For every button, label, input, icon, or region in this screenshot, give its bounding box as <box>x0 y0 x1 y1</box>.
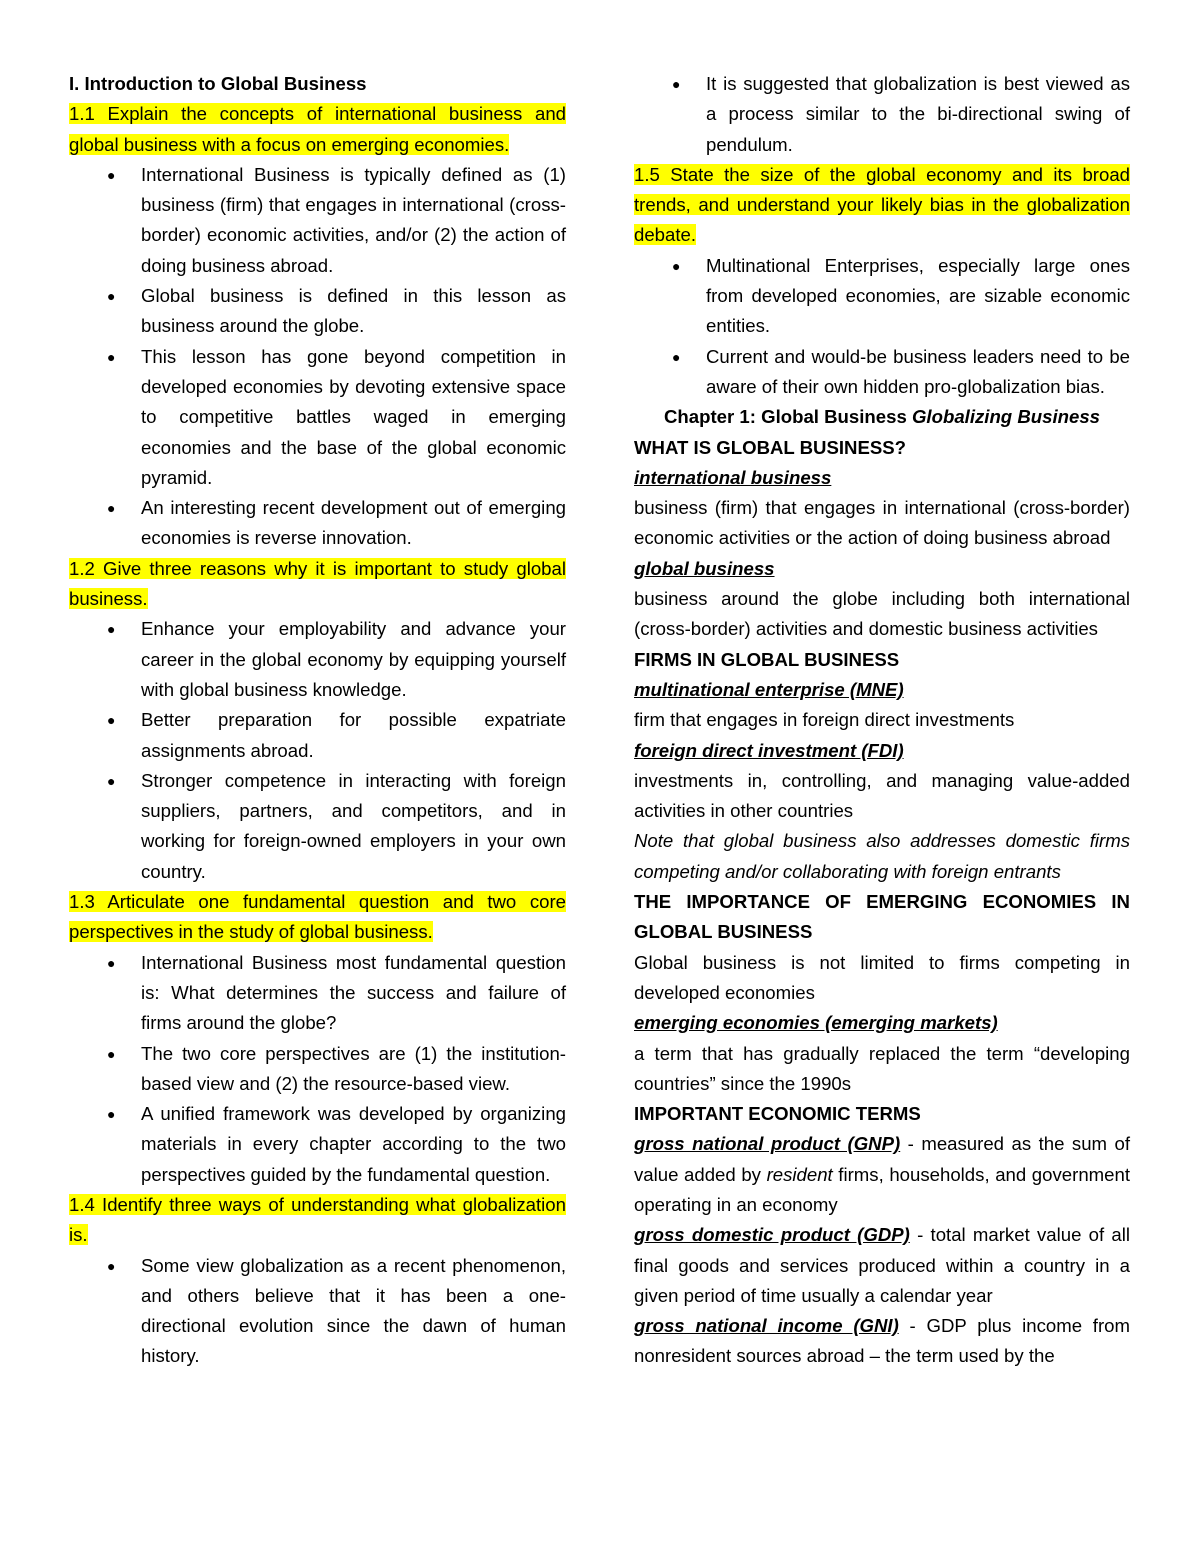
section-heading: THE IMPORTANCE OF EMERGING ECONOMIES IN GLOBAL BUSINESS <box>634 891 1130 943</box>
section-1-4-list <box>69 1251 566 1372</box>
definition-international-business: business (firm) that engages in international (cross-border) economic activities or the action of doing business abroad <box>634 497 1130 549</box>
list-item: ● It is suggested that globalization is best viewed as a process similar to the bi-directional swing of pendulum. <box>634 69 1130 160</box>
chapter-heading: Chapter 1: Global Business Globalizing Business <box>663 406 1101 428</box>
list-item: ● International Business most fundamental question is: What determines the success and failure of firms around the globe? <box>69 948 566 1039</box>
term-gni: gross national income (GNI) <box>634 1315 899 1337</box>
term-gdp: gross domestic product (GDP) <box>634 1224 910 1246</box>
list-item: ● Global business is defined in this lesson as business around the globe. <box>69 281 566 342</box>
highlighted-heading: 1.3 Articulate one fundamental question and two core perspectives in the study of global business. <box>69 891 566 943</box>
highlighted-heading: 1.1 Explain the concepts of international business and global business with a focus on emerging economies. <box>69 103 566 155</box>
definition-global-business: business around the globe including both international (cross-border) activities and domestic business activities <box>634 588 1130 640</box>
importance-text: Global business is not limited to firms competing in developed economies <box>634 951 1130 1003</box>
bullet-icon: ● <box>107 348 116 365</box>
section-1-4-continued-list <box>634 69 1130 160</box>
definition-gnp: gross national product (GNP) - measured as the sum of value added by resident firms, households, and government operating in an economy <box>634 1133 1130 1215</box>
list-item: ● Current and would-be business leaders need to be aware of their own hidden pro-globalization bias. <box>634 342 1130 403</box>
list-item: ● Enhance your employability and advance your career in the global economy by equipping yourself with global business knowledge. <box>69 614 566 705</box>
definition-mne: firm that engages in foreign direct investments <box>634 709 1015 731</box>
list-item: ● Some view globalization as a recent phenomenon, and others believe that it has been a one-directional evolution since the dawn of human history. <box>69 1251 566 1372</box>
section-1-2-list <box>69 614 566 887</box>
bullet-icon: ● <box>672 76 681 92</box>
document-title: I. Introduction to Global Business <box>69 73 367 94</box>
bullet-icon: ● <box>107 712 116 729</box>
term-emerging-economies: emerging economies (emerging markets) <box>634 1012 998 1034</box>
list-item: ● Better preparation for possible expatriate assignments abroad. <box>69 705 566 766</box>
term-global-business: global business <box>634 557 775 579</box>
definition-gdp: gross domestic product (GDP) - total market value of all final goods and services produced within a country in a given period of time usually a calendar year <box>634 1224 1131 1306</box>
bullet-icon: ● <box>107 1045 116 1062</box>
term-international-business: international business <box>634 466 832 488</box>
section-1-1-list <box>69 160 566 554</box>
section-heading: FIRMS IN GLOBAL BUSINESS <box>634 648 900 670</box>
term-fdi: foreign direct investment (FDI) <box>634 739 904 761</box>
section-1-1-heading <box>69 99 566 160</box>
section-1-5-heading <box>634 160 1130 251</box>
section-heading: IMPORTANT ECONOMIC TERMS <box>634 1103 921 1125</box>
definition-fdi: investments in, controlling, and managing value-added activities in other countries <box>634 769 1130 822</box>
list-item: ● This lesson has gone beyond competition in developed economies by devoting extensive space to competitive battles waged in emerging economies and the base of the global economic pyramid. <box>69 342 566 493</box>
definition-emerging-economies: a term that has gradually replaced the term “developing countries” since the 1990s <box>634 1042 1130 1094</box>
section-1-3-heading <box>69 887 566 948</box>
bullet-icon: ● <box>107 500 116 517</box>
bullet-icon: ● <box>107 1106 116 1123</box>
list-item: ● Stronger competence in interacting with foreign suppliers, partners, and competitors, and in working for foreign-owned employers in your own country. <box>69 766 566 887</box>
definition-gni: gross national income (GNI) - GDP plus income from nonresident sources abroad – the term used by the <box>634 1315 1130 1367</box>
term-gnp: gross national product (GNP) <box>634 1133 901 1155</box>
highlighted-heading: 1.2 Give three reasons why it is important to study global business. <box>69 557 566 610</box>
right-column <box>634 69 1130 1372</box>
section-1-3-list <box>69 948 566 1190</box>
bullet-icon: ● <box>107 1257 116 1274</box>
bullet-icon: ● <box>107 621 116 638</box>
bullet-icon: ● <box>107 954 116 971</box>
list-item: ● International Business is typically defined as (1) business (firm) that engages in international (cross-border) economic activities, and/or (2) the action of doing business abroad. <box>69 160 566 281</box>
highlighted-heading: 1.5 State the size of the global economy and its broad trends, and understand your likely bias in the globalization debate. <box>634 163 1130 246</box>
list-item: ● An interesting recent development out of emerging economies is reverse innovation. <box>69 493 566 554</box>
bullet-icon: ● <box>107 166 116 183</box>
note-text: Note that global business also addresses domestic firms competing and/or collaborating with foreign entrants <box>634 830 1130 882</box>
list-item: ● The two core perspectives are (1) the institution-based view and (2) the resource-based view. <box>69 1039 566 1100</box>
bullet-icon: ● <box>672 257 681 274</box>
section-heading: WHAT IS GLOBAL BUSINESS? <box>634 436 907 458</box>
list-item: ● A unified framework was developed by organizing materials in every chapter according to the two perspectives guided by the fundamental question. <box>69 1099 566 1190</box>
bullet-icon: ● <box>107 288 116 305</box>
section-1-2-heading <box>69 554 566 615</box>
section-1-5-list <box>634 251 1130 402</box>
highlighted-heading: 1.4 Identify three ways of understanding what globalization is. <box>69 1193 566 1246</box>
bullet-icon: ● <box>672 348 681 365</box>
term-mne: multinational enterprise (MNE) <box>634 678 904 700</box>
section-1-4-heading <box>69 1190 566 1251</box>
list-item: ● Multinational Enterprises, especially large ones from developed economies, are sizable economic entities. <box>634 251 1130 342</box>
bullet-icon: ● <box>107 772 116 789</box>
left-column <box>69 69 566 1372</box>
